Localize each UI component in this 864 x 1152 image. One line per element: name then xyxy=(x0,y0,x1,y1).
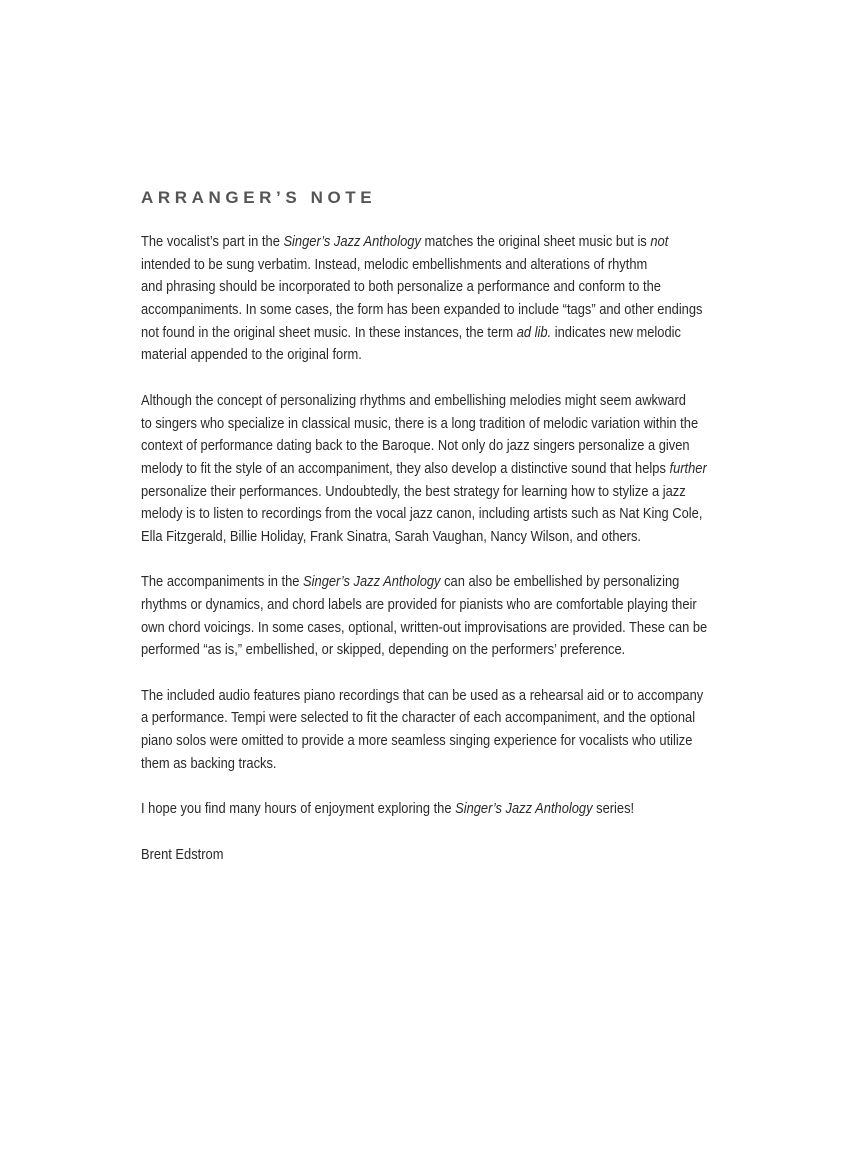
text-line: context of performance dating back to the Baroque. Not only do jazz singers personalize a given xyxy=(141,437,690,455)
text-line: piano solos were omitted to provide a more seamless singing experience for vocalists who utilize xyxy=(141,732,693,750)
paragraph-gap xyxy=(141,549,741,572)
paragraph-personalizing xyxy=(141,390,741,549)
text-line: and phrasing should be incorporated to both personalize a performance and conform to the xyxy=(141,278,661,296)
text-line: accompaniments. In some cases, the form has been expanded to include “tags” and other endings xyxy=(141,301,703,319)
paragraph-gap xyxy=(141,776,741,799)
page-heading: ARRANGER’S NOTE xyxy=(141,188,377,207)
text-line: melody to fit the style of an accompaniment, they also develop a distinctive sound that helps further xyxy=(141,459,707,477)
arrangers-note-page xyxy=(141,186,741,866)
author-name: Brent Edstrom xyxy=(141,845,224,863)
text-line: material appended to the original form. xyxy=(141,346,362,364)
paragraph-vocalist-part xyxy=(141,231,741,367)
text-line: personalize their performances. Undoubtedly, the best strategy for learning how to stylize a jazz xyxy=(141,482,686,500)
paragraph-gap xyxy=(141,821,741,844)
text-line: them as backing tracks. xyxy=(141,754,277,772)
paragraph-gap xyxy=(141,662,741,685)
paragraph-gap xyxy=(141,367,741,390)
text-line: to singers who specialize in classical music, there is a long tradition of melodic variation within the xyxy=(141,414,699,432)
text-line: The accompaniments in the Singer’s Jazz Anthology can also be embellished by personalizing xyxy=(141,573,680,591)
text-line: The vocalist’s part in the Singer’s Jazz Anthology matches the original sheet music but is not xyxy=(141,233,669,250)
text-line: I hope you find many hours of enjoyment exploring the Singer’s Jazz Anthology series! xyxy=(141,800,635,818)
text-line: Although the concept of personalizing rhythms and embellishing melodies might seem awkward xyxy=(141,391,686,409)
paragraph-audio xyxy=(141,685,741,776)
signature xyxy=(141,844,741,867)
text-line: a performance. Tempi were selected to fit the character of each accompaniment, and the optional xyxy=(141,709,696,727)
text-line: not found in the original sheet music. In these instances, the term ad lib. indicates new melodic xyxy=(141,323,681,341)
paragraph-accompaniments xyxy=(141,571,741,662)
paragraph-closing xyxy=(141,798,741,821)
text-line: The included audio features piano recordings that can be used as a rehearsal aid or to accompany xyxy=(141,686,704,704)
text-line: melody is to listen to recordings from the vocal jazz canon, including artists such as Nat King Cole, xyxy=(141,505,703,523)
text-line: performed “as is,” embellished, or skipped, depending on the performers’ preference. xyxy=(141,641,626,659)
text-line: Ella Fitzgerald, Billie Holiday, Frank Sinatra, Sarah Vaughan, Nancy Wilson, and others. xyxy=(141,527,641,545)
spacer xyxy=(141,210,741,231)
text-line: own chord voicings. In some cases, optional, written-out improvisations are provided. These can be xyxy=(141,618,708,636)
text-line: rhythms or dynamics, and chord labels are provided for pianists who are comfortable playing their xyxy=(141,596,697,613)
text-line: intended to be sung verbatim. Instead, melodic embellishments and alterations of rhythm xyxy=(141,255,648,273)
